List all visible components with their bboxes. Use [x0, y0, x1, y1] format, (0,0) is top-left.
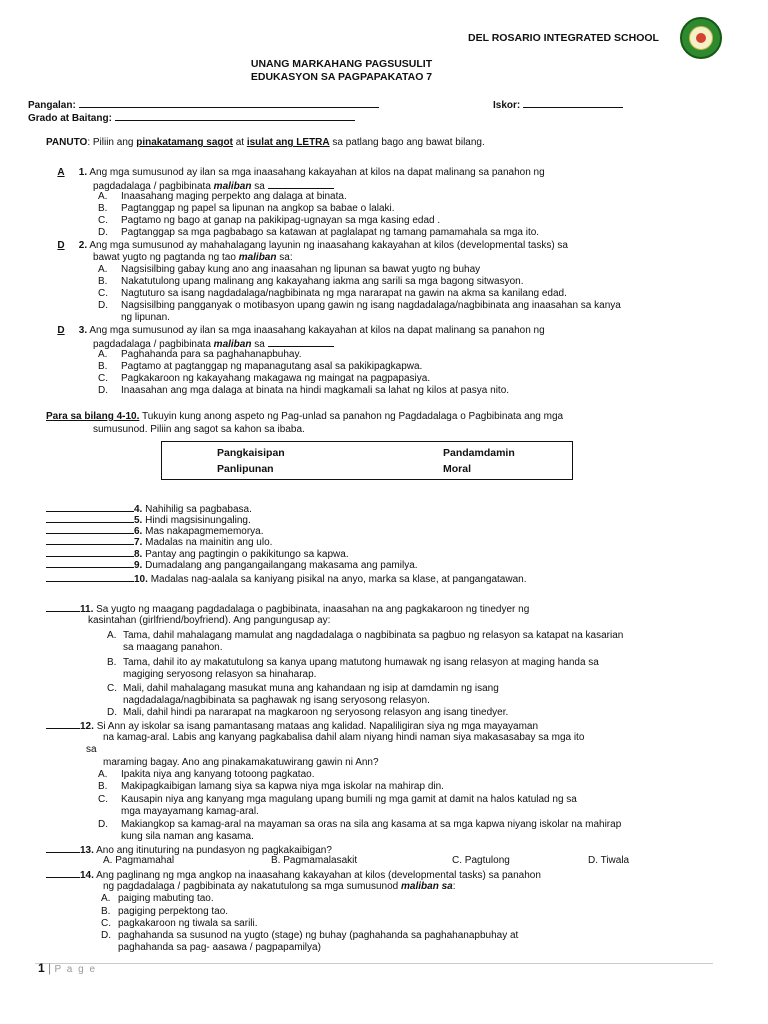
choice	[98, 203, 395, 215]
choice-letter: D.	[98, 819, 108, 830]
footer-separator: |	[48, 961, 52, 975]
name-label: Pangalan:	[28, 100, 76, 111]
choice	[101, 906, 228, 918]
answer-blank	[46, 843, 80, 853]
choice-letter: B.	[98, 276, 108, 287]
choice-letter: C.	[98, 373, 108, 384]
choice	[107, 657, 599, 669]
choice	[98, 385, 509, 397]
choice-letter: D.	[101, 930, 111, 941]
question-1	[46, 167, 545, 179]
question-number: 3.	[78, 325, 88, 336]
question-stem: maraming bagay. Ano ang pinakamakatuwirang gawin ni Ann?	[103, 757, 379, 768]
score-blank	[523, 98, 623, 108]
choice-letter: D.	[98, 385, 108, 396]
question-stem: pagdadalaga / pagbibinata	[93, 339, 214, 350]
choice	[101, 930, 518, 942]
box-option: Pandamdamin	[443, 447, 515, 459]
item-text: Mas nakapagmememorya.	[145, 526, 264, 537]
question-stem: Ang mga sumusunod ay mahahalagang layunin ng inaasahang kakayahan at kilos (developmental tasks) sa	[89, 240, 568, 251]
question-stem: bawat yugto ng pagtanda ng tao	[93, 252, 239, 263]
choice-continuation: mga mayayamang kamag-aral.	[121, 806, 259, 817]
maliban-emphasis: maliban sa	[401, 881, 453, 892]
choice-text: pagkakaroon ng tiwala sa sarili.	[118, 918, 258, 929]
choice	[107, 707, 508, 719]
choice-text: Nagtuturo sa isang nagdadalaga/nagbibinata ng mga nararapat na gawin na akma sa kanilang edad.	[121, 288, 567, 299]
stem-blank	[268, 179, 334, 189]
choice-text: Nakatutulong upang malinang ang kakayahang iakma ang sarili sa mga bagong sitwasyon.	[121, 276, 524, 287]
instructions-text: : Piliin ang	[87, 137, 137, 148]
choice-letter: A.	[98, 191, 108, 202]
choice: C. Pagtulong	[452, 855, 510, 866]
choice-letter: A.	[98, 264, 108, 275]
answer-blank	[46, 502, 134, 512]
choice-text: Kausapin niya ang kanyang mga magulang upang bumili ng mga gamit at damit na halos katulad ng sa	[121, 794, 577, 805]
item-number: 10.	[134, 574, 148, 585]
choice-letter: B.	[98, 781, 108, 792]
answer-choices-box	[161, 441, 573, 480]
choice-letter: A.	[101, 893, 111, 904]
choice	[98, 781, 444, 793]
grade-label: Grado at Baitang:	[28, 113, 112, 124]
item-number: 6.	[134, 526, 143, 537]
item-text: Madalas na mainitin ang ulo.	[145, 537, 273, 548]
choice-text: Inaasahang maging perpekto ang dalaga at binata.	[121, 191, 347, 202]
choice	[98, 819, 621, 831]
choice-text: Pagtanggap ng papel sa lipunan na angkop sa babae o lalaki.	[121, 203, 395, 214]
question-14	[46, 868, 541, 882]
item-number: 5.	[134, 515, 143, 526]
item-text: Dumadalang ang pangangailangang makasama ang pamilya.	[145, 560, 418, 571]
answer-blank: D	[57, 240, 65, 251]
question-stem: sa	[251, 339, 265, 350]
choice	[101, 893, 214, 905]
instructions-emphasis: isulat ang LETRA	[246, 137, 330, 148]
choice-text: Ipakita niya ang kanyang totoong pagkatao.	[121, 769, 315, 780]
choice-continuation: ng lipunan.	[121, 312, 170, 323]
choice-text: paiging mabuting tao.	[118, 893, 214, 904]
question-stem: Ang mga sumusunod ay ilan sa mga inaasahang kakayahan at kilos na dapat malinang sa panahon ng	[89, 167, 545, 178]
choice-letter: C.	[101, 918, 111, 929]
choice-letter: B.	[98, 203, 108, 214]
choice-continuation: kung sila naman ang kasama.	[121, 831, 254, 842]
box-option: Pangkaisipan	[217, 447, 285, 459]
choice-letter: B.	[101, 906, 111, 917]
choice-letter: A.	[107, 630, 117, 641]
choice-letter: C.	[98, 288, 108, 299]
question-number: 13.	[80, 845, 94, 856]
choice-text: Mali, dahil hindi pa nararapat na magkaroon ng seryosong relasyon ang isang tinedyer.	[123, 707, 509, 718]
question-stem: sa	[86, 744, 97, 755]
choice-letter: A.	[98, 769, 108, 780]
question-14-stem-2	[103, 881, 456, 893]
choice-text: Makipagkaibigan lamang siya sa kapwa niya mga iskolar na mahirap din.	[121, 781, 444, 792]
maliban-emphasis: maliban	[213, 181, 252, 192]
section-4-10-instructions-2: sumusunod. Piliin ang sagot sa kahon sa ibaba.	[93, 424, 305, 435]
question-number: 1.	[78, 167, 88, 178]
page-footer	[38, 961, 97, 975]
question-stem: sa	[251, 181, 265, 192]
choice	[98, 227, 539, 239]
item-number: 7.	[134, 537, 143, 548]
choice	[107, 683, 499, 695]
answer-blank	[46, 558, 134, 568]
question-stem: sa:	[276, 252, 293, 263]
choice	[101, 918, 258, 930]
question-stem: pagdadalaga / pagbibinata	[93, 181, 214, 192]
choice-text: Pagtamo at pagtanggap ng mapanagutang asal sa pakikipagkapwa.	[121, 361, 423, 372]
stem-blank	[268, 337, 334, 347]
page-number: 1	[38, 961, 45, 975]
choice-text: Pagtamo ng bago at ganap na pakikipag-ugnayan sa mga kasing edad .	[121, 215, 441, 226]
item-text: Pantay ang pagtingin o pakikitungo sa kapwa.	[145, 549, 349, 560]
question-stem: Si Ann ay iskolar sa isang pamantasang mataas ang kalidad. Napaliligiran siya ng mga mayayaman	[96, 721, 539, 732]
answer-blank: A	[57, 167, 65, 178]
school-name: DEL ROSARIO INTEGRATED SCHOOL	[468, 32, 659, 44]
choice-letter: C.	[98, 215, 108, 226]
choice	[98, 300, 621, 312]
answer-blank	[46, 535, 134, 545]
name-blank	[79, 98, 379, 108]
exam-title: UNANG MARKAHANG PAGSUSULIT	[250, 58, 433, 70]
answer-blank	[46, 547, 134, 557]
choice	[98, 215, 440, 227]
question-stem: ng pagdadalaga / pagbibinata ay nakatutulong sa mga sumusunod	[103, 881, 402, 892]
answer-blank	[46, 513, 134, 523]
item-row	[46, 558, 418, 572]
choice	[98, 288, 567, 300]
choice-text: Paghahanda para sa paghahanapbuhay.	[121, 349, 302, 360]
answer-blank	[46, 524, 134, 534]
choice: A. Pagmamahal	[103, 855, 175, 866]
box-option: Panlipunan	[217, 463, 274, 475]
choice	[98, 361, 422, 373]
instructions-emphasis: pinakatamang sagot	[136, 137, 233, 148]
choice: B. Pagmamalasakit	[271, 855, 358, 866]
choice-text: Makiangkop sa kamag-aral na mayaman sa oras na sila ang kasama at sa mga kapwa niyang iskolar na mahirap	[121, 819, 622, 830]
box-option: Moral	[443, 463, 472, 475]
choice	[98, 349, 302, 361]
item-number: 9.	[134, 560, 143, 571]
section-label: Para sa bilang 4-10.	[46, 411, 140, 422]
choice-letter: C.	[107, 683, 117, 694]
choice-letter: D.	[107, 707, 117, 718]
question-number: 14.	[80, 870, 94, 881]
choice-text: Tama, dahil mahalagang mamulat ang nagdadalaga o nagbibinata sa pagbuo ng relasyon sa katapat na kasarian	[123, 630, 624, 641]
question-stem: Ang mga sumusunod ay ilan sa mga inaasahang kakayahan at kilos na dapat malinang sa panahon ng	[89, 325, 545, 336]
question-stem: kasintahan (girlfriend/boyfriend). Ang pangungusap ay:	[88, 615, 331, 626]
choice	[98, 264, 480, 276]
section-text: Tukuyin kung anong aspeto ng Pag-unlad sa panahon ng Pagdadalaga o Pagbibinata ang mga	[139, 411, 564, 422]
item-text: Hindi magsisinungaling.	[145, 515, 251, 526]
choice-letter: A.	[98, 349, 108, 360]
maliban-emphasis: maliban	[238, 252, 277, 263]
page-word: P a g e	[54, 964, 97, 975]
choice	[98, 276, 523, 288]
question-2-stem-2	[93, 252, 293, 264]
choice-text: paghahanda sa susunod na yugto (stage) ng buhay (paghahanda sa paghahanapbuhay at	[118, 930, 519, 941]
item-text: Nahihilig sa pagbabasa.	[145, 504, 252, 515]
school-seal-icon	[680, 17, 722, 59]
question-12	[46, 719, 538, 733]
choice-text: Mali, dahil mahalagang masukat muna ang kahandaan ng isip at damdamin ng isang	[123, 683, 499, 694]
choice-text: pagiging perpektong tao.	[118, 906, 229, 917]
question-stem: Sa yugto ng maagang pagdadalaga o pagbibinata, inaasahan na ang pagkakaroon ng tinedyer ng	[96, 604, 530, 615]
choice-text: Pagtanggap sa mga pagbabago sa katawan at paglalapat ng tamang pamamahala sa mga ito.	[121, 227, 540, 238]
answer-blank	[46, 868, 80, 878]
choice-continuation: nagdadalaga/nagbibinata sa paghawak ng isang seryosong relasyon.	[123, 695, 430, 706]
choice-continuation: magiging seryosong relasyon sa hinaharap.	[123, 669, 317, 680]
choice-letter: D.	[98, 227, 108, 238]
item-number: 4.	[134, 504, 143, 515]
choice	[98, 373, 430, 385]
score-label: Iskor:	[493, 100, 521, 111]
question-stem: :	[452, 881, 456, 892]
score-field	[493, 98, 623, 112]
choice	[98, 191, 347, 203]
question-2	[46, 240, 568, 252]
choice-text: Tama, dahil ito ay makatutulong sa kanya upang matutong humawak ng isang relasyon at maging handa sa	[123, 657, 599, 668]
footer-divider	[35, 963, 713, 964]
grade-field	[28, 111, 355, 125]
choice-text: Nagsisilbing gabay kung ano ang inaasahan ng lipunan sa bawat yugto ng buhay	[121, 264, 481, 275]
item-text: Madalas nag-aalala sa kaniyang pisikal na anyo, marka sa klase, at pangangatawan.	[150, 574, 527, 585]
question-stem: na kamag-aral. Labis ang kanyang pagkabalisa dahil alam niyang hindi naman siya makasasabay sa mga ito	[103, 732, 585, 743]
choice	[98, 769, 314, 781]
choice-continuation: paghahanda sa pag- aasawa / pagpapamilya)	[118, 942, 321, 953]
choice-text: Pagkakaroon ng kakayahang makagawa ng maingat na pagpapasiya.	[121, 373, 431, 384]
maliban-emphasis: maliban	[213, 339, 252, 350]
choice-letter: B.	[107, 657, 117, 668]
choice-letter: D.	[98, 300, 108, 311]
subject-title: EDUKASYON SA PAGPAPAKATAO 7	[250, 71, 433, 83]
grade-blank	[115, 111, 355, 121]
question-number: 2.	[78, 240, 88, 251]
question-11	[46, 602, 529, 616]
choice-letter: C.	[98, 794, 108, 805]
answer-blank	[46, 602, 80, 612]
item-number: 8.	[134, 549, 143, 560]
question-stem: Ang paglinang ng mga angkop na inaasahang kakayahan at kilos (developmental tasks) sa panahon	[96, 870, 541, 881]
choice-continuation: sa maagang panahon.	[123, 642, 223, 653]
instructions-text: sa patlang bago ang bawat bilang.	[329, 137, 485, 148]
instructions	[46, 137, 485, 149]
choice-letter: B.	[98, 361, 108, 372]
choice: D. Tiwala	[588, 855, 630, 866]
answer-blank: D	[57, 325, 65, 336]
item-row	[46, 572, 526, 586]
choice	[107, 630, 623, 642]
choice-text: Inaasahan ang mga dalaga at binata na hindi magkamali sa lahat ng kilos at pasya nito.	[121, 385, 510, 396]
answer-blank	[46, 572, 134, 582]
question-number: 12.	[80, 721, 94, 732]
question-3	[46, 325, 545, 337]
section-4-10-instructions	[46, 411, 563, 423]
choice-text: Nagsisilbing pangganyak o motibasyon upang gawin ng isang nagdadalaga/nagbibinata ang inaasahan sa kanya	[121, 300, 621, 311]
instructions-label: PANUTO	[46, 137, 88, 148]
instructions-text: at	[232, 137, 247, 148]
question-stem: Ano ang itinuturing na pundasyon ng pagkakaibigan?	[96, 845, 332, 856]
question-number: 11.	[80, 604, 94, 615]
name-field	[28, 98, 379, 112]
choice	[98, 794, 577, 806]
answer-blank	[46, 719, 80, 729]
